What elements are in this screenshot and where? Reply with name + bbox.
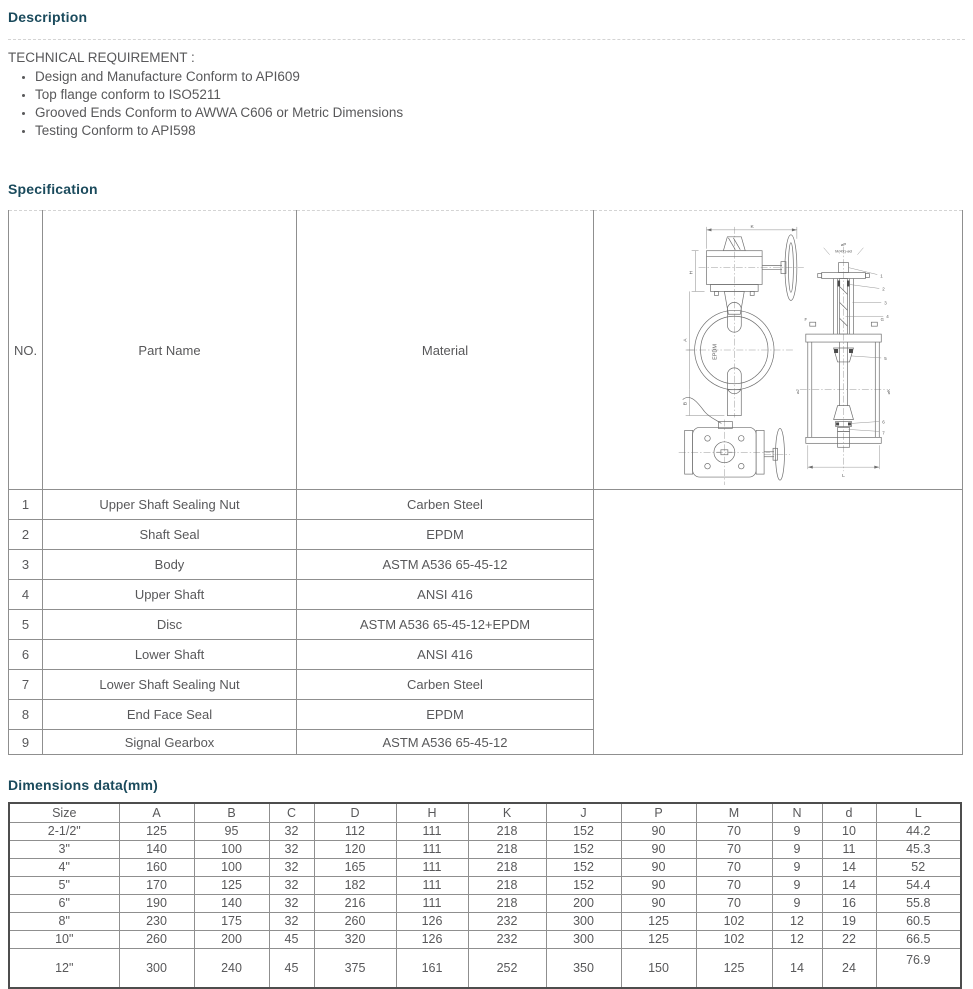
table-cell: 218: [468, 894, 546, 912]
table-cell: 11: [822, 840, 876, 858]
table-cell: 260: [314, 912, 396, 930]
table-cell: 14: [822, 858, 876, 876]
table-row: [9, 876, 961, 894]
table-cell: 54.4: [876, 876, 961, 894]
table-cell: 70: [696, 894, 772, 912]
table-cell: 152: [546, 858, 621, 876]
table-cell: 22: [822, 930, 876, 948]
spec-header-row: [9, 211, 963, 490]
table-header-cell: J: [546, 803, 621, 822]
table-cell: 111: [396, 822, 468, 840]
requirement-item: • Grooved Ends Conform to AWWA C606 or Metric Dimensions: [35, 104, 965, 122]
spec-table-body: [9, 490, 963, 755]
specification-table: [8, 210, 963, 755]
table-cell: 4": [9, 858, 119, 876]
table-cell: 152: [546, 822, 621, 840]
table-cell: 70: [696, 840, 772, 858]
table-cell: 300: [546, 912, 621, 930]
table-cell: 165: [314, 858, 396, 876]
table-cell: 12: [772, 930, 822, 948]
table-row: [9, 948, 961, 988]
table-cell: 5": [9, 876, 119, 894]
table-cell: 16: [822, 894, 876, 912]
table-cell: ANSI 416: [297, 640, 594, 670]
table-cell: 45.3: [876, 840, 961, 858]
table-cell: 55.8: [876, 894, 961, 912]
table-row: [9, 822, 961, 840]
table-row: [9, 490, 963, 520]
table-cell: 100: [194, 858, 269, 876]
spec-col-no: NO.: [9, 211, 43, 490]
table-cell: Lower Shaft: [43, 640, 297, 670]
table-row: [9, 912, 961, 930]
table-cell: 218: [468, 840, 546, 858]
table-cell: 100: [194, 840, 269, 858]
table-cell: 140: [194, 894, 269, 912]
drawing-part-2: 2: [881, 286, 885, 292]
dim-header-row: [9, 803, 961, 822]
table-cell: 125: [119, 822, 194, 840]
drawing-part-4: 4: [885, 314, 889, 320]
table-cell: 45: [269, 930, 314, 948]
table-cell: 125: [194, 876, 269, 894]
table-cell: Lower Shaft Sealing Nut: [43, 670, 297, 700]
table-cell: 375: [314, 948, 396, 988]
table-cell: 150: [621, 948, 696, 988]
table-cell: 6": [9, 894, 119, 912]
table-cell: 10: [822, 822, 876, 840]
table-cell: 200: [546, 894, 621, 912]
table-cell: 152: [546, 876, 621, 894]
table-cell: 7: [9, 670, 43, 700]
table-cell: 152: [546, 840, 621, 858]
table-row: [9, 930, 961, 948]
table-header-cell: B: [194, 803, 269, 822]
table-cell: 52: [876, 858, 961, 876]
table-cell: 260: [119, 930, 194, 948]
table-cell: 32: [269, 858, 314, 876]
table-cell: 1: [9, 490, 43, 520]
table-cell: 44.2: [876, 822, 961, 840]
valve-drawing-cell: [594, 211, 963, 490]
drawing-label-B: B: [683, 401, 689, 406]
drawing-part-5: 5: [883, 355, 887, 361]
table-cell: 190: [119, 894, 194, 912]
table-cell: 90: [621, 822, 696, 840]
table-cell: 24: [822, 948, 876, 988]
drawing-label-dJ: ⌀J: [794, 389, 800, 394]
table-cell: 160: [119, 858, 194, 876]
table-cell: Carben Steel: [297, 490, 594, 520]
table-cell: 90: [621, 876, 696, 894]
dimensions-heading: Dimensions data(mm): [8, 777, 159, 793]
table-cell: 9: [772, 894, 822, 912]
table-cell: EPDM: [297, 700, 594, 730]
table-header-cell: Size: [9, 803, 119, 822]
table-cell: 70: [696, 858, 772, 876]
table-cell: 216: [314, 894, 396, 912]
drawing-label-H: H: [689, 270, 695, 275]
table-cell: 95: [194, 822, 269, 840]
table-cell: 66.5: [876, 930, 961, 948]
drawing-part-7: 7: [881, 430, 885, 436]
table-row: [9, 894, 961, 912]
table-cell: 8": [9, 912, 119, 930]
table-cell: 218: [468, 876, 546, 894]
description-heading: Description: [8, 9, 88, 25]
table-cell: Upper Shaft: [43, 580, 297, 610]
table-cell: 125: [621, 930, 696, 948]
table-cell: 182: [314, 876, 396, 894]
drawing-part-3: 3: [883, 300, 887, 306]
drawing-part-6: 6: [881, 419, 885, 425]
table-cell: 9: [772, 840, 822, 858]
table-cell: 170: [119, 876, 194, 894]
table-cell: EPDM: [297, 520, 594, 550]
table-cell: Body: [43, 550, 297, 580]
table-cell: 10": [9, 930, 119, 948]
table-cell: 32: [269, 876, 314, 894]
table-header-cell: d: [822, 803, 876, 822]
table-cell: 2: [9, 520, 43, 550]
drawing-label-bolt-pattern: M(4X)-⌀d: [834, 248, 852, 254]
table-cell: 126: [396, 912, 468, 930]
table-cell: 252: [468, 948, 546, 988]
table-cell: ASTM A536 65-45-12: [297, 550, 594, 580]
table-cell: Shaft Seal: [43, 520, 297, 550]
drawing-label-K: K: [750, 224, 754, 230]
table-cell: 120: [314, 840, 396, 858]
requirement-item: • Testing Conform to API598: [35, 122, 965, 140]
table-cell: 140: [119, 840, 194, 858]
table-cell: 90: [621, 858, 696, 876]
table-row: [9, 858, 961, 876]
drawing-label-L: L: [841, 474, 845, 480]
dim-table-body: [9, 822, 961, 988]
spec-col-part-name: Part Name: [43, 211, 297, 490]
table-cell: 12: [772, 912, 822, 930]
drawing-part-1: 1: [879, 273, 883, 279]
table-cell: 111: [396, 840, 468, 858]
table-cell: 300: [546, 930, 621, 948]
table-cell: 70: [696, 822, 772, 840]
table-cell: 230: [119, 912, 194, 930]
table-cell: 8: [9, 700, 43, 730]
table-cell: 2-1/2": [9, 822, 119, 840]
table-cell: 218: [468, 858, 546, 876]
table-cell: 350: [546, 948, 621, 988]
table-cell: 76.9: [876, 948, 961, 988]
table-cell: 111: [396, 858, 468, 876]
table-cell: 32: [269, 894, 314, 912]
table-cell: 19: [822, 912, 876, 930]
requirement-item: • Design and Manufacture Conform to API609: [35, 68, 965, 86]
requirement-item: • Top flange conform to ISO5211: [35, 86, 965, 104]
table-cell: 6: [9, 640, 43, 670]
table-cell: 125: [696, 948, 772, 988]
table-header-cell: L: [876, 803, 961, 822]
table-header-cell: D: [314, 803, 396, 822]
table-cell: 102: [696, 912, 772, 930]
table-cell: 9: [9, 730, 43, 755]
butterfly-valve-technical-drawing: [595, 211, 962, 489]
table-cell: 90: [621, 840, 696, 858]
table-cell: 320: [314, 930, 396, 948]
table-cell: 9: [772, 822, 822, 840]
table-cell: 32: [269, 822, 314, 840]
table-cell: 3": [9, 840, 119, 858]
table-header-cell: H: [396, 803, 468, 822]
table-cell: 32: [269, 840, 314, 858]
table-row: [9, 610, 963, 640]
table-cell: 126: [396, 930, 468, 948]
table-cell: 14: [772, 948, 822, 988]
table-cell: 232: [468, 930, 546, 948]
drawing-label-disc-material: EPDM: [711, 344, 718, 360]
technical-requirement-intro: TECHNICAL REQUIREMENT :: [8, 50, 195, 65]
table-cell: 112: [314, 822, 396, 840]
table-cell: Carben Steel: [297, 670, 594, 700]
table-cell: 240: [194, 948, 269, 988]
table-cell: 111: [396, 876, 468, 894]
table-cell: ASTM A536 65-45-12: [297, 730, 594, 755]
table-row: [9, 730, 963, 755]
drawing-label-G: G: [880, 317, 884, 323]
specification-heading: Specification: [8, 181, 98, 197]
table-row: [9, 550, 963, 580]
table-cell: 14: [822, 876, 876, 894]
table-cell: 161: [396, 948, 468, 988]
table-cell: 125: [621, 912, 696, 930]
drawing-label-dK: ⌀K: [885, 389, 891, 395]
table-row: [9, 700, 963, 730]
table-cell: End Face Seal: [43, 700, 297, 730]
drawing-label-F: F: [804, 317, 807, 323]
section-divider: [8, 39, 965, 40]
drawing-label-dP: ⌀P: [840, 241, 846, 247]
table-cell: 3: [9, 550, 43, 580]
table-cell: 45: [269, 948, 314, 988]
technical-requirement-list: [8, 68, 965, 140]
table-cell: ANSI 416: [297, 580, 594, 610]
table-cell: 111: [396, 894, 468, 912]
drawing-label-A: A: [683, 338, 689, 342]
table-header-cell: N: [772, 803, 822, 822]
table-cell: Disc: [43, 610, 297, 640]
table-row: [9, 640, 963, 670]
table-cell: 218: [468, 822, 546, 840]
table-cell: 70: [696, 876, 772, 894]
table-header-cell: C: [269, 803, 314, 822]
table-header-cell: M: [696, 803, 772, 822]
table-cell: 32: [269, 912, 314, 930]
table-cell: ASTM A536 65-45-12+EPDM: [297, 610, 594, 640]
table-row: [9, 840, 961, 858]
table-row: [9, 670, 963, 700]
table-cell: 232: [468, 912, 546, 930]
table-cell: Signal Gearbox: [43, 730, 297, 755]
dimensions-table: [8, 802, 962, 989]
table-cell: Upper Shaft Sealing Nut: [43, 490, 297, 520]
spec-col-material: Material: [297, 211, 594, 490]
table-cell: 5: [9, 610, 43, 640]
table-row: [9, 580, 963, 610]
table-cell: 12": [9, 948, 119, 988]
table-cell: 102: [696, 930, 772, 948]
table-header-cell: K: [468, 803, 546, 822]
table-cell: 4: [9, 580, 43, 610]
table-cell: 9: [772, 858, 822, 876]
table-cell: 175: [194, 912, 269, 930]
table-cell: 9: [772, 876, 822, 894]
table-header-cell: P: [621, 803, 696, 822]
table-cell: 60.5: [876, 912, 961, 930]
table-cell: 300: [119, 948, 194, 988]
table-cell: 200: [194, 930, 269, 948]
table-cell: 90: [621, 894, 696, 912]
table-row: [9, 520, 963, 550]
table-header-cell: A: [119, 803, 194, 822]
